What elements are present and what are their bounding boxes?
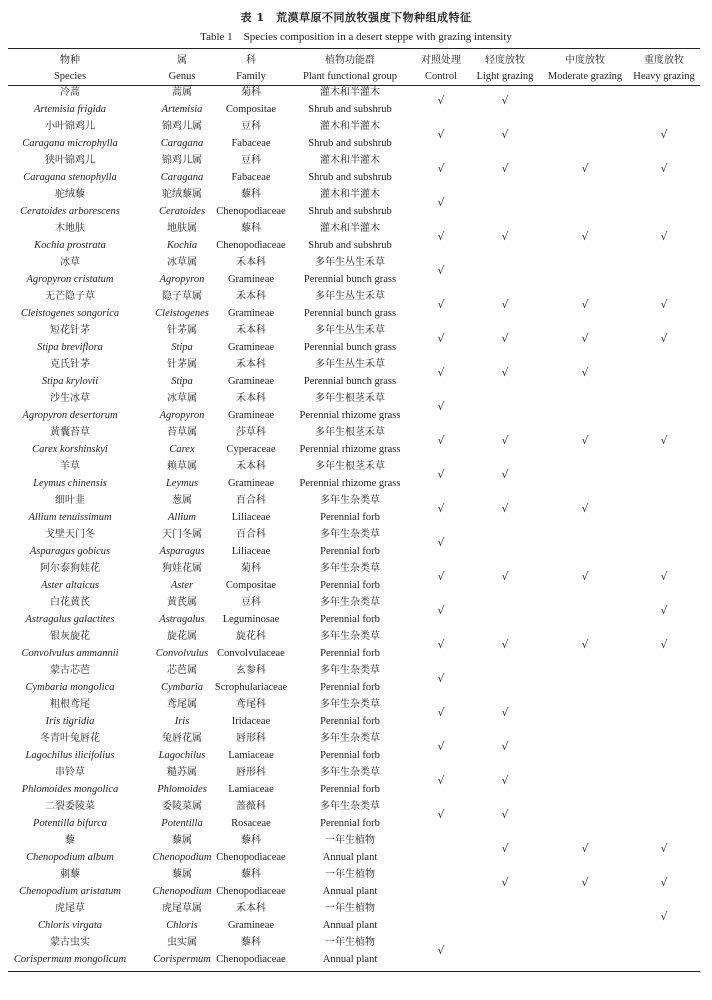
cell-family: 百合科 bbox=[236, 529, 266, 540]
check-mark-icon: √ bbox=[437, 740, 445, 753]
check-mark-icon: √ bbox=[660, 570, 668, 583]
cell-functional-group: Perennial rhizome grass bbox=[299, 410, 401, 421]
cell-family: Rosaceae bbox=[231, 818, 271, 829]
cell-species: Carex korshinskyi bbox=[32, 444, 108, 455]
column-header-en: Species bbox=[53, 71, 87, 82]
cell-family: Gramineae bbox=[227, 308, 275, 319]
check-mark-icon: √ bbox=[437, 366, 445, 379]
cell-genus: 冰草属 bbox=[167, 257, 197, 268]
cell-genus: Chenopodium bbox=[152, 852, 212, 863]
cell-functional-group: 灌木和半灌木 bbox=[320, 155, 380, 166]
check-mark-icon: √ bbox=[660, 128, 668, 141]
check-mark-icon: √ bbox=[581, 162, 589, 175]
cell-genus: Phlomoides bbox=[157, 784, 207, 795]
cell-functional-group: Perennial bunch grass bbox=[303, 342, 397, 353]
cell-functional-group: Perennial forb bbox=[320, 512, 380, 523]
check-mark-icon: √ bbox=[437, 434, 445, 447]
cell-functional-group: Perennial bunch grass bbox=[303, 308, 397, 319]
cell-functional-group: 一年生植物 bbox=[325, 903, 375, 914]
cell-species: Convolvulus ammannii bbox=[21, 648, 119, 659]
check-mark-icon: √ bbox=[660, 230, 668, 243]
cell-species: Allium tenuissimum bbox=[28, 512, 112, 523]
cell-family: Lamiaceae bbox=[228, 750, 274, 761]
cell-genus: 藜属 bbox=[172, 835, 192, 846]
cell-species: Leymus chinensis bbox=[33, 478, 107, 489]
cell-functional-group: 多年生杂类草 bbox=[320, 767, 380, 778]
cell-functional-group: Shrub and subshrub bbox=[308, 138, 392, 149]
cell-species: Ceratoides arborescens bbox=[20, 206, 120, 217]
cell-functional-group: Shrub and subshrub bbox=[308, 206, 392, 217]
check-mark-icon: √ bbox=[660, 604, 668, 617]
column-header-cn: 属 bbox=[177, 55, 187, 66]
check-mark-icon: √ bbox=[581, 876, 589, 889]
check-mark-icon: √ bbox=[437, 808, 445, 821]
check-mark-icon: √ bbox=[501, 808, 509, 821]
cell-species: 虎尾草 bbox=[55, 903, 85, 914]
cell-genus: Caragana bbox=[160, 138, 204, 149]
column-header-cn: 物种 bbox=[60, 55, 80, 66]
cell-genus: 驼绒藜属 bbox=[162, 189, 202, 200]
cell-functional-group: Perennial forb bbox=[320, 580, 380, 591]
check-mark-icon: √ bbox=[437, 162, 445, 175]
cell-species: 黄囊苔草 bbox=[50, 427, 90, 438]
column-header-cn: 重度放牧 bbox=[644, 55, 684, 66]
cell-genus: Ceratoides bbox=[158, 206, 206, 217]
cell-genus: Agropyron bbox=[159, 274, 205, 285]
cell-family: Cyperaceae bbox=[226, 444, 276, 455]
column-header-cn: 对照处理 bbox=[421, 55, 461, 66]
cell-functional-group: Perennial rhizome grass bbox=[299, 444, 401, 455]
check-mark-icon: √ bbox=[581, 434, 589, 447]
cell-family: Gramineae bbox=[227, 920, 275, 931]
check-mark-icon: √ bbox=[501, 502, 509, 515]
cell-species: 狭叶锦鸡儿 bbox=[45, 155, 95, 166]
check-mark-icon: √ bbox=[437, 230, 445, 243]
check-mark-icon: √ bbox=[437, 638, 445, 651]
cell-family: 旋花科 bbox=[236, 631, 266, 642]
cell-family: 禾本科 bbox=[236, 461, 266, 472]
cell-family: Gramineae bbox=[227, 342, 275, 353]
column-header-en: Plant functional group bbox=[303, 71, 397, 82]
cell-family: 鸢尾科 bbox=[236, 699, 266, 710]
column-header-cn: 轻度放牧 bbox=[485, 55, 525, 66]
cell-genus: 芯芭属 bbox=[167, 665, 197, 676]
check-mark-icon: √ bbox=[437, 264, 445, 277]
cell-species: Agropyron desertorum bbox=[22, 410, 118, 421]
table-title-en: Table 1 Species composition in a desert steppe with grazing intensity bbox=[200, 31, 512, 43]
cell-species: Corispermum mongolicum bbox=[13, 954, 127, 965]
cell-family: 百合科 bbox=[236, 495, 266, 506]
cell-genus: 针茅属 bbox=[167, 325, 197, 336]
cell-species: Agropyron cristatum bbox=[26, 274, 114, 285]
cell-species: 小叶锦鸡儿 bbox=[45, 121, 95, 132]
cell-family: 禾本科 bbox=[236, 291, 266, 302]
bottom-rule bbox=[8, 971, 700, 972]
cell-family: Chenopodiaceae bbox=[216, 852, 286, 863]
cell-species: 蒙古芯芭 bbox=[50, 665, 90, 676]
cell-genus: Carex bbox=[169, 444, 195, 455]
cell-species: 细叶韭 bbox=[55, 495, 85, 506]
cell-genus: 隐子草属 bbox=[162, 291, 202, 302]
cell-genus: Convolvulus bbox=[155, 648, 209, 659]
cell-functional-group: 多年生丛生禾草 bbox=[315, 291, 385, 302]
check-mark-icon: √ bbox=[501, 740, 509, 753]
check-mark-icon: √ bbox=[437, 332, 445, 345]
cell-genus: Lagochilus bbox=[158, 750, 206, 761]
cell-functional-group: 多年生杂类草 bbox=[320, 631, 380, 642]
cell-species: Astragalus galactites bbox=[25, 614, 115, 625]
cell-functional-group: Annual plant bbox=[322, 852, 378, 863]
cell-functional-group: Perennial forb bbox=[320, 648, 380, 659]
cell-functional-group: Perennial bunch grass bbox=[303, 274, 397, 285]
column-header-en: Heavy grazing bbox=[633, 71, 695, 82]
check-mark-icon: √ bbox=[581, 298, 589, 311]
cell-functional-group: 多年生丛生禾草 bbox=[315, 359, 385, 370]
cell-functional-group: Perennial forb bbox=[320, 716, 380, 727]
cell-genus: Caragana bbox=[160, 172, 204, 183]
cell-species: 驼绒藜 bbox=[55, 189, 85, 200]
cell-species: 白花黄芪 bbox=[50, 597, 90, 608]
cell-genus: 锦鸡儿属 bbox=[162, 121, 202, 132]
check-mark-icon: √ bbox=[437, 570, 445, 583]
cell-genus: Aster bbox=[170, 580, 194, 591]
check-mark-icon: √ bbox=[660, 298, 668, 311]
cell-functional-group: 多年生杂类草 bbox=[320, 699, 380, 710]
cell-species: Aster altaicus bbox=[40, 580, 100, 591]
cell-species: 短花针茅 bbox=[50, 325, 90, 336]
cell-genus: 委陵菜属 bbox=[162, 801, 202, 812]
cell-genus: Cleistogenes bbox=[155, 308, 209, 319]
cell-genus: Artemisia bbox=[161, 104, 203, 115]
cell-functional-group: 多年生杂类草 bbox=[320, 665, 380, 676]
cell-functional-group: Perennial forb bbox=[320, 614, 380, 625]
check-mark-icon: √ bbox=[437, 502, 445, 515]
check-mark-icon: √ bbox=[581, 230, 589, 243]
cell-genus: Chloris bbox=[166, 920, 198, 931]
cell-genus: 虎尾草属 bbox=[162, 903, 202, 914]
column-header-cn: 中度放牧 bbox=[565, 55, 605, 66]
cell-species: 木地肤 bbox=[55, 223, 85, 234]
cell-species: Iris tigridia bbox=[45, 716, 95, 727]
cell-functional-group: 多年生根茎禾草 bbox=[315, 427, 385, 438]
cell-family: Convolvulaceae bbox=[217, 648, 285, 659]
cell-family: Lamiaceae bbox=[228, 784, 274, 795]
cell-genus: 锦鸡儿属 bbox=[162, 155, 202, 166]
check-mark-icon: √ bbox=[501, 128, 509, 141]
cell-species: Kochia prostrata bbox=[34, 240, 106, 251]
cell-species: Chenopodium aristatum bbox=[19, 886, 121, 897]
cell-genus: 葱属 bbox=[172, 495, 192, 506]
cell-genus: 狗娃花属 bbox=[162, 563, 202, 574]
cell-family: Fabaceae bbox=[231, 138, 271, 149]
cell-family: Gramineae bbox=[227, 410, 275, 421]
cell-family: Compositae bbox=[225, 580, 277, 591]
check-mark-icon: √ bbox=[501, 774, 509, 787]
cell-family: 禾本科 bbox=[236, 903, 266, 914]
cell-family: Chenopodiaceae bbox=[216, 206, 286, 217]
check-mark-icon: √ bbox=[501, 94, 509, 107]
cell-family: 藜科 bbox=[241, 223, 261, 234]
cell-functional-group: Perennial bunch grass bbox=[303, 376, 397, 387]
cell-species: 冬青叶兔唇花 bbox=[40, 733, 100, 744]
cell-family: 玄参科 bbox=[236, 665, 266, 676]
cell-functional-group: Perennial rhizome grass bbox=[299, 478, 401, 489]
cell-genus: Astragalus bbox=[159, 614, 205, 625]
cell-functional-group: 多年生杂类草 bbox=[320, 563, 380, 574]
check-mark-icon: √ bbox=[581, 638, 589, 651]
check-mark-icon: √ bbox=[437, 706, 445, 719]
table-title-cn: 表 1 荒漠草原不同放牧强度下物种组成特征 bbox=[240, 11, 472, 24]
cell-family: 豆科 bbox=[241, 121, 261, 132]
cell-family: Chenopodiaceae bbox=[216, 954, 286, 965]
cell-functional-group: 一年生植物 bbox=[325, 835, 375, 846]
cell-family: 莎草科 bbox=[236, 427, 266, 438]
check-mark-icon: √ bbox=[437, 400, 445, 413]
check-mark-icon: √ bbox=[437, 128, 445, 141]
check-mark-icon: √ bbox=[501, 434, 509, 447]
check-mark-icon: √ bbox=[437, 468, 445, 481]
cell-species: Lagochilus ilicifolius bbox=[25, 750, 115, 761]
top-rule bbox=[8, 48, 700, 49]
cell-functional-group: 多年生杂类草 bbox=[320, 733, 380, 744]
cell-family: 禾本科 bbox=[236, 359, 266, 370]
cell-functional-group: 多年生丛生禾草 bbox=[315, 325, 385, 336]
cell-functional-group: Perennial forb bbox=[320, 784, 380, 795]
cell-functional-group: Annual plant bbox=[322, 954, 378, 965]
check-mark-icon: √ bbox=[501, 332, 509, 345]
check-mark-icon: √ bbox=[581, 502, 589, 515]
column-header-en: Family bbox=[236, 71, 266, 82]
cell-genus: 针茅属 bbox=[167, 359, 197, 370]
column-header-cn: 科 bbox=[246, 55, 256, 66]
check-mark-icon: √ bbox=[581, 332, 589, 345]
cell-genus: 鸢尾属 bbox=[167, 699, 197, 710]
check-mark-icon: √ bbox=[437, 944, 445, 957]
cell-family: 菊科 bbox=[241, 87, 261, 98]
cell-family: Gramineae bbox=[227, 274, 275, 285]
check-mark-icon: √ bbox=[437, 604, 445, 617]
cell-species: 粗根鸢尾 bbox=[50, 699, 90, 710]
cell-species: 二裂委陵菜 bbox=[45, 801, 95, 812]
cell-genus: Stipa bbox=[171, 342, 193, 353]
cell-species: 羊草 bbox=[60, 461, 80, 472]
check-mark-icon: √ bbox=[437, 94, 445, 107]
cell-family: 豆科 bbox=[241, 155, 261, 166]
cell-species: 刺藜 bbox=[60, 869, 80, 880]
cell-species: 戈壁天门冬 bbox=[45, 529, 95, 540]
cell-functional-group: 灌木和半灌木 bbox=[320, 189, 380, 200]
cell-genus: 藜属 bbox=[172, 869, 192, 880]
cell-genus: 旋花属 bbox=[167, 631, 197, 642]
cell-genus: Corispermum bbox=[153, 954, 211, 965]
cell-genus: Chenopodium bbox=[152, 886, 212, 897]
column-header-en: Light grazing bbox=[476, 71, 534, 82]
check-mark-icon: √ bbox=[660, 434, 668, 447]
check-mark-icon: √ bbox=[501, 706, 509, 719]
cell-genus: Agropyron bbox=[159, 410, 205, 421]
check-mark-icon: √ bbox=[437, 298, 445, 311]
cell-family: Iridaceae bbox=[231, 716, 271, 727]
cell-genus: 冰草属 bbox=[167, 393, 197, 404]
cell-genus: Kochia bbox=[166, 240, 198, 251]
cell-family: 藜科 bbox=[241, 869, 261, 880]
cell-functional-group: 多年生杂类草 bbox=[320, 801, 380, 812]
check-mark-icon: √ bbox=[501, 842, 509, 855]
column-header-en: Moderate grazing bbox=[547, 71, 623, 82]
cell-family: Fabaceae bbox=[231, 172, 271, 183]
cell-family: Leguminosae bbox=[222, 614, 280, 625]
cell-genus: 天门冬属 bbox=[162, 529, 202, 540]
column-header-cn: 植物功能群 bbox=[325, 55, 375, 66]
check-mark-icon: √ bbox=[501, 570, 509, 583]
cell-species: Chenopodium album bbox=[26, 852, 114, 863]
check-mark-icon: √ bbox=[660, 910, 668, 923]
cell-species: Caragana stenophylla bbox=[23, 172, 117, 183]
check-mark-icon: √ bbox=[660, 876, 668, 889]
check-mark-icon: √ bbox=[501, 162, 509, 175]
check-mark-icon: √ bbox=[660, 638, 668, 651]
cell-functional-group: Perennial forb bbox=[320, 682, 380, 693]
cell-family: 唇形科 bbox=[236, 767, 266, 778]
cell-family: 藜科 bbox=[241, 189, 261, 200]
cell-species: 沙生冰草 bbox=[50, 393, 90, 404]
cell-species: Chloris virgata bbox=[37, 920, 103, 931]
cell-genus: Potentilla bbox=[161, 818, 203, 829]
cell-species: Potentilla bifurca bbox=[33, 818, 107, 829]
check-mark-icon: √ bbox=[501, 298, 509, 311]
check-mark-icon: √ bbox=[581, 366, 589, 379]
check-mark-icon: √ bbox=[660, 332, 668, 345]
cell-genus: 兔唇花属 bbox=[162, 733, 202, 744]
cell-functional-group: 多年生杂类草 bbox=[320, 495, 380, 506]
cell-genus: Iris bbox=[174, 716, 190, 727]
cell-genus: 地肤属 bbox=[167, 223, 197, 234]
column-header-en: Control bbox=[424, 71, 458, 82]
cell-genus: 黄芪属 bbox=[167, 597, 197, 608]
cell-genus: 糙苏属 bbox=[167, 767, 197, 778]
cell-family: 藜科 bbox=[241, 835, 261, 846]
cell-functional-group: 多年生丛生禾草 bbox=[315, 257, 385, 268]
cell-species: Cymbaria mongolica bbox=[25, 682, 115, 693]
cell-species: Cleistogenes songorica bbox=[20, 308, 120, 319]
check-mark-icon: √ bbox=[437, 536, 445, 549]
cell-genus: Cymbaria bbox=[161, 682, 203, 693]
cell-family: Gramineae bbox=[227, 478, 275, 489]
check-mark-icon: √ bbox=[501, 876, 509, 889]
cell-family: 菊科 bbox=[241, 563, 261, 574]
cell-family: 豆科 bbox=[241, 597, 261, 608]
cell-functional-group: Shrub and subshrub bbox=[308, 240, 392, 251]
cell-family: 禾本科 bbox=[236, 393, 266, 404]
check-mark-icon: √ bbox=[501, 366, 509, 379]
cell-family: 唇形科 bbox=[236, 733, 266, 744]
cell-family: Chenopodiaceae bbox=[216, 886, 286, 897]
check-mark-icon: √ bbox=[501, 230, 509, 243]
cell-genus: Stipa bbox=[171, 376, 193, 387]
cell-functional-group: 一年生植物 bbox=[325, 869, 375, 880]
check-mark-icon: √ bbox=[437, 672, 445, 685]
cell-functional-group: Annual plant bbox=[322, 920, 378, 931]
check-mark-icon: √ bbox=[437, 196, 445, 209]
cell-species: Stipa krylovii bbox=[41, 376, 99, 387]
cell-genus: 蒿属 bbox=[172, 87, 192, 98]
cell-species: 冰草 bbox=[60, 257, 80, 268]
cell-functional-group: 多年生根茎禾草 bbox=[315, 461, 385, 472]
cell-species: Stipa breviflora bbox=[37, 342, 103, 353]
cell-species: Phlomoides mongolica bbox=[21, 784, 119, 795]
cell-functional-group: 灌木和半灌木 bbox=[320, 121, 380, 132]
check-mark-icon: √ bbox=[437, 774, 445, 787]
cell-species: Asparagus gobicus bbox=[29, 546, 111, 557]
cell-genus: Leymus bbox=[165, 478, 199, 489]
cell-species: 串铃草 bbox=[55, 767, 85, 778]
cell-functional-group: 一年生植物 bbox=[325, 937, 375, 948]
cell-species: 冷蒿 bbox=[60, 87, 80, 98]
cell-genus: 苔草属 bbox=[167, 427, 197, 438]
cell-family: Scrophulariaceae bbox=[214, 682, 288, 693]
cell-family: Liliaceae bbox=[231, 512, 271, 523]
cell-functional-group: Perennial forb bbox=[320, 750, 380, 761]
cell-species: 克氏针茅 bbox=[50, 359, 90, 370]
cell-family: 禾本科 bbox=[236, 325, 266, 336]
cell-functional-group: Perennial forb bbox=[320, 546, 380, 557]
cell-family: Chenopodiaceae bbox=[216, 240, 286, 251]
check-mark-icon: √ bbox=[660, 162, 668, 175]
cell-functional-group: 多年生杂类草 bbox=[320, 597, 380, 608]
check-mark-icon: √ bbox=[581, 570, 589, 583]
cell-family: Liliaceae bbox=[231, 546, 271, 557]
cell-species: 阿尔泰狗娃花 bbox=[40, 563, 100, 574]
cell-species: Artemisia frigida bbox=[33, 104, 107, 115]
cell-species: 银灰旋花 bbox=[50, 631, 90, 642]
cell-family: 藜科 bbox=[241, 937, 261, 948]
check-mark-icon: √ bbox=[581, 842, 589, 855]
check-mark-icon: √ bbox=[501, 638, 509, 651]
check-mark-icon: √ bbox=[501, 468, 509, 481]
cell-genus: Asparagus bbox=[159, 546, 205, 557]
cell-genus: 赖草属 bbox=[167, 461, 197, 472]
cell-functional-group: Annual plant bbox=[322, 886, 378, 897]
column-header-en: Genus bbox=[168, 71, 196, 82]
cell-family: 蔷薇科 bbox=[236, 801, 266, 812]
cell-functional-group: 多年生杂类草 bbox=[320, 529, 380, 540]
cell-species: 蒙古虫实 bbox=[50, 937, 90, 948]
cell-functional-group: 灌木和半灌木 bbox=[320, 87, 380, 98]
cell-family: Compositae bbox=[225, 104, 277, 115]
cell-functional-group: 多年生根茎禾草 bbox=[315, 393, 385, 404]
cell-genus: 虫实属 bbox=[167, 937, 197, 948]
cell-species: Caragana microphylla bbox=[22, 138, 118, 149]
cell-functional-group: Perennial forb bbox=[320, 818, 380, 829]
cell-species: 藜 bbox=[65, 835, 75, 846]
cell-genus: Allium bbox=[168, 512, 196, 523]
cell-species: 无芒隐子草 bbox=[45, 291, 95, 302]
cell-family: 禾本科 bbox=[236, 257, 266, 268]
cell-family: Gramineae bbox=[227, 376, 275, 387]
cell-functional-group: Shrub and subshrub bbox=[308, 172, 392, 183]
check-mark-icon: √ bbox=[660, 842, 668, 855]
cell-functional-group: Shrub and subshrub bbox=[308, 104, 392, 115]
cell-functional-group: 灌木和半灌木 bbox=[320, 223, 380, 234]
